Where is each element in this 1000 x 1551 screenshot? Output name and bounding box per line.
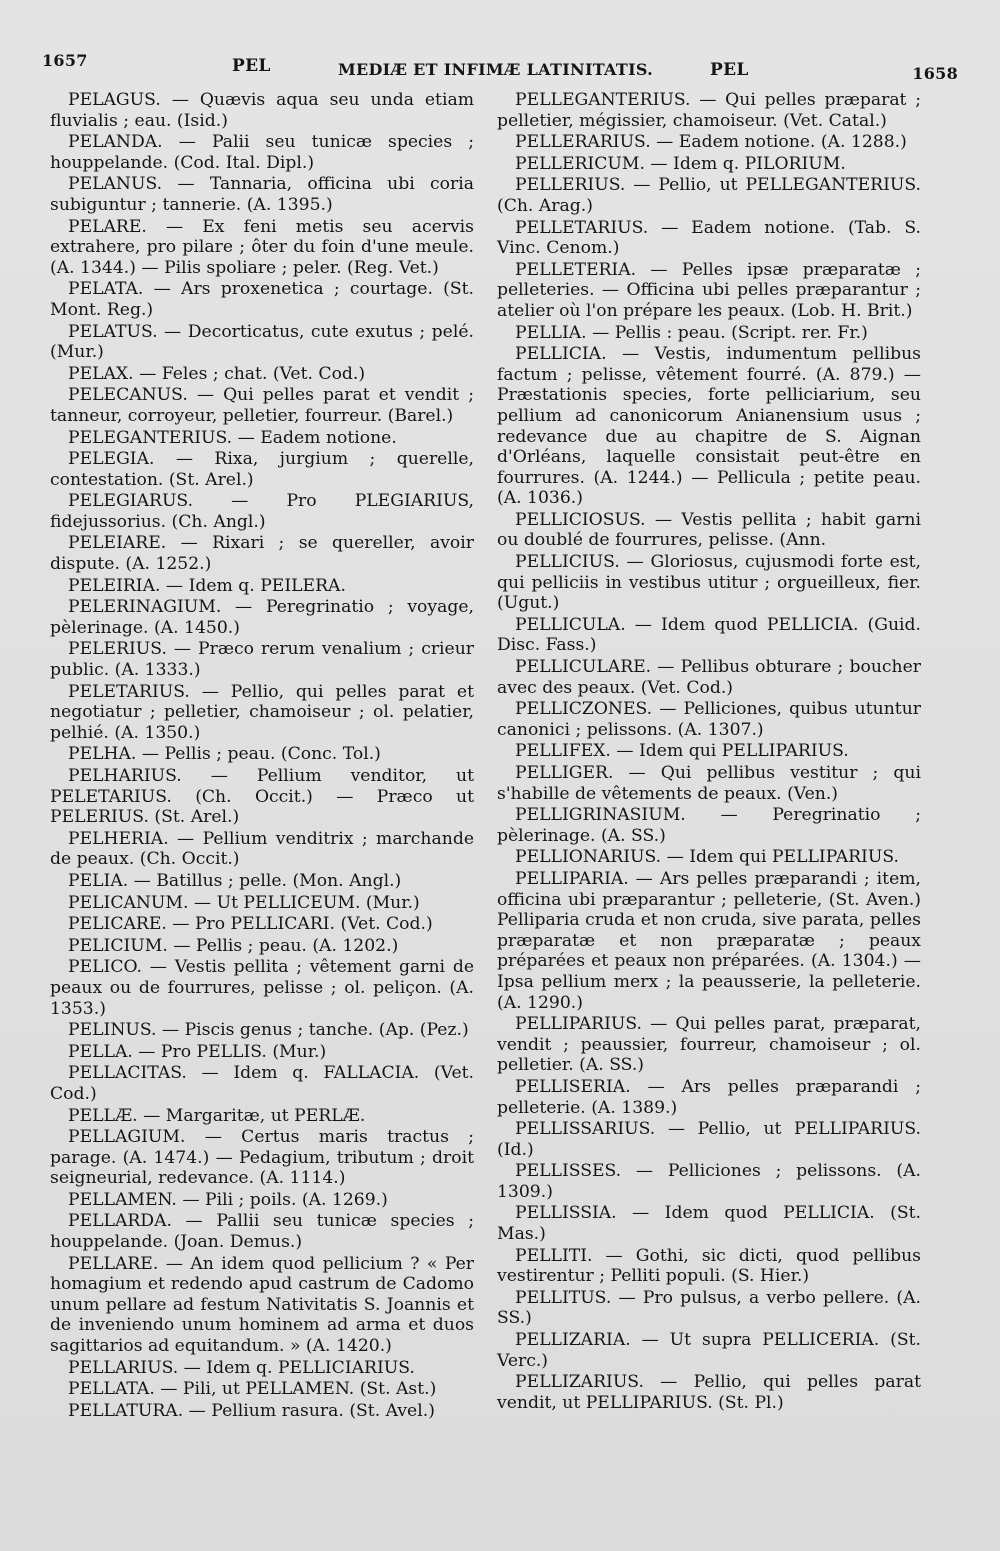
entry: PELICO. — Vestis pellita ; vêtement garni de peaux ou de fourrures, pelisse ; ol. peliçon. (A. 1353.) xyxy=(50,957,474,1019)
entry: PELLISERIA. — Ars pelles præparandi ; pelleterie. (A. 1389.) xyxy=(497,1076,921,1118)
entry: PELLATURA. — Pellium rasura. (St. Avel.) xyxy=(68,1400,435,1421)
entry: PELLISSES. — Pelliciones ; pelissons. (A. 1309.) xyxy=(497,1161,921,1202)
right-page-number: 1658 xyxy=(912,64,958,83)
right-column xyxy=(497,90,921,1414)
entry: PELERINAGIUM. — Peregrinatio ; voyage, pèlerinage. (A. 1450.) xyxy=(50,597,474,638)
entry: PELLETARIUS. — Eadem notione. (Tab. S. Vinc. Cenom.) xyxy=(497,217,921,259)
entry: PELLIFEX. — Idem qui PELLIPARIUS. xyxy=(515,741,849,762)
entry: PELEIARE. — Rixari ; se quereller, avoir dispute. (A. 1252.) xyxy=(50,533,474,575)
entry: PELIA. — Batillus ; pelle. (Mon. Angl.) xyxy=(68,870,402,891)
entry: PELANUS. — Tannaria, officina ubi coria subiguntur ; tannerie. (A. 1395.) xyxy=(50,174,474,215)
entry: PELICANUM. — Ut PELLICEUM. (Mur.) xyxy=(68,892,420,913)
entry: PELLETERIA. — Pelles ipsæ præparatæ ; pelleteries. — Officina ubi pelles præparantur ; atelier où l'on prépare les peaux. (Lob. H. Brit.) xyxy=(497,259,921,321)
entry: PELLIZARIUS. — Pellio, qui pelles parat vendit, ut PELLIPARIUS. (St. Pl.) xyxy=(497,1372,921,1413)
entry: PELLAGIUM. — Certus maris tractus ; parage. (A. 1474.) — Pedagium, tributum ; droit seigneurial, redevance. (A. 1114.) xyxy=(50,1127,474,1189)
entry: PELLIGRINASIUM. — Peregrinatio ; pèlerinage. (A. SS.) xyxy=(497,805,921,846)
page-header xyxy=(42,46,958,86)
entry: PELLERICUM. — Idem q. PILORIUM. xyxy=(515,153,846,174)
entry: PELATA. — Ars proxenetica ; courtage. (St. Mont. Reg.) xyxy=(50,279,474,320)
entry: PELARE. — Ex feni metis seu acervis extrahere, pro pilare ; ôter du foin d'une meule. (A. 1344.) — Pilis spoliare ; peler. (Reg. Vet.) xyxy=(50,216,474,278)
entry: PELLICULA. — Idem quod PELLICIA. (Guid. Disc. Fass.) xyxy=(497,614,921,656)
entry: PELLICIA. — Vestis, indumentum pellibus factum ; pelisse, vêtement fourré. (A. 879.) — Præstationis species, forte pelliciarium, seu pellium ad canonicorum Anianensium usus ; redevance due au chapitre de S. Aignan d'Orléans, laquelle consistait peut-être en fourrures. (A. 1244.) — Pellicula ; petite peau. (A. 1036.) xyxy=(497,344,921,509)
entry: PELICARE. — Pro PELLICARI. (Vet. Cod.) xyxy=(68,914,433,935)
entry: PELEGANTERIUS. — Eadem notione. xyxy=(68,427,397,448)
entry: PELETARIUS. — Pellio, qui pelles parat et negotiatur ; pelletier, chamoiseur ; ol. pelatier, pelhié. (A. 1350.) xyxy=(50,681,474,743)
entry: PELLIPARIUS. — Qui pelles parat, præparat, vendit ; peaussier, fourreur, chamoiseur ; ol. pelletier. (A. SS.) xyxy=(497,1014,921,1076)
left-column xyxy=(50,90,474,1422)
entry: PELLICZONES. — Pelliciones, quibus utuntur canonici ; pelissons. (A. 1307.) xyxy=(497,699,921,740)
entry: PELLIA. — Pellis : peau. (Script. rer. Fr.) xyxy=(515,322,868,343)
entry: PELLÆ. — Margaritæ, ut PERLÆ. xyxy=(68,1105,366,1126)
entry: PELLIPARIA. — Ars pelles præparandi ; item, officina ubi præparantur ; pelleterie, (St. Aven.) Pelliparia cruda et non cruda, sive parata, pelles præparatæ et non præparatæ ; peaux préparées et peaux non préparées. (A. 1304.) — Ipsa pellium merx ; la peausserie, la pelleterie. (A. 1290.) xyxy=(497,868,921,1013)
entry: PELLACITAS. — Idem q. FALLACIA. (Vet. Cod.) xyxy=(50,1063,474,1104)
entry: PELHARIUS. — Pellium venditor, ut PELETARIUS. (Ch. Occit.) — Præco ut PELERIUS. (St. Arel.) xyxy=(50,766,474,828)
entry: PELAX. — Feles ; chat. (Vet. Cod.) xyxy=(68,363,366,384)
entry: PELEGIARUS. — Pro PLEGIARIUS, fidejussorius. (Ch. Angl.) xyxy=(50,491,474,532)
entry: PELLISSARIUS. — Pellio, ut PELLIPARIUS. (Id.) xyxy=(497,1119,921,1160)
entry: PELLARE. — An idem quod pellicium ? « Per homagium et redendo apud castrum de Cadomo unum pellare ad festum Nativitatis S. Joannis et de inveniendo unum hominem ad arma et duos sagittarios ad equitandum. » (A. 1420.) xyxy=(50,1253,474,1357)
entry: PELHA. — Pellis ; peau. (Conc. Tol.) xyxy=(68,744,381,765)
entry: PELLIONARIUS. — Idem qui PELLIPARIUS. xyxy=(515,847,899,868)
entry: PELLITUS. — Pro pulsus, a verbo pellere. (A. SS.) xyxy=(497,1287,921,1329)
entry: PELICIUM. — Pellis ; peau. (A. 1202.) xyxy=(68,935,399,956)
entry: PELHERIA. — Pellium venditrix ; marchande de peaux. (Ch. Occit.) xyxy=(50,828,474,870)
right-running-head: PEL xyxy=(710,60,749,80)
entry: PELLIZARIA. — Ut supra PELLICERIA. (St. Verc.) xyxy=(497,1330,921,1371)
entry: PELLERARIUS. — Eadem notione. (A. 1288.) xyxy=(515,132,907,153)
entry: PELINUS. — Piscis genus ; tanche. (Ap. (Pez.) xyxy=(68,1020,469,1041)
entry: PELLIGER. — Qui pellibus vestitur ; qui s'habille de vêtements de peaux. (Ven.) xyxy=(497,763,921,804)
entry: PELLERIUS. — Pellio, ut PELLEGANTERIUS. (Ch. Arag.) xyxy=(497,175,921,216)
entry: PELLITI. — Gothi, sic dicti, quod pellibus vestirentur ; Pelliti populi. (S. Hier.) xyxy=(497,1245,921,1287)
entry: PELLARDA. — Pallii seu tunicæ species ; houppelande. (Joan. Demus.) xyxy=(50,1211,474,1253)
entry: PELLEGANTERIUS. — Qui pelles præparat ; pelletier, mégissier, chamoiseur. (Vet. Catal.) xyxy=(497,90,921,131)
entry: PELLISSIA. — Idem quod PELLICIA. (St. Mas.) xyxy=(497,1203,921,1245)
entry: PELECANUS. — Qui pelles parat et vendit ; tanneur, corroyeur, pelletier, fourreur. (Barel.) xyxy=(50,385,474,426)
entry: PELANDA. — Palii seu tunicæ species ; houppelande. (Cod. Ital. Dipl.) xyxy=(50,132,474,173)
entry: PELEIRIA. — Idem q. PEILERA. xyxy=(68,575,346,596)
entry: PELATUS. — Decorticatus, cute exutus ; pelé. (Mur.) xyxy=(50,321,474,363)
entry: PELLICULARE. — Pellibus obturare ; boucher avec des peaux. (Vet. Cod.) xyxy=(497,657,921,698)
entry: PELAGUS. — Quævis aqua seu unda etiam fluvialis ; eau. (Isid.) xyxy=(50,90,474,131)
entry: PELLA. — Pro PELLIS. (Mur.) xyxy=(68,1041,327,1062)
entry: PELERIUS. — Præco rerum venalium ; crieur public. (A. 1333.) xyxy=(50,639,474,681)
entry: PELLICIOSUS. — Vestis pellita ; habit garni ou doublé de fourrures, pelisse. (Ann. xyxy=(497,509,921,551)
left-running-head: PEL xyxy=(232,56,271,76)
running-title: MEDIÆ ET INFIMÆ LATINITATIS. xyxy=(338,60,654,79)
entry: PELLARIUS. — Idem q. PELLICIARIUS. xyxy=(68,1357,415,1378)
left-page-number: 1657 xyxy=(42,51,88,70)
entry: PELLAMEN. — Pili ; poils. (A. 1269.) xyxy=(68,1189,388,1210)
entry: PELEGIA. — Rixa, jurgium ; querelle, contestation. (St. Arel.) xyxy=(50,449,474,490)
entry: PELLICIUS. — Gloriosus, cujusmodi forte est, qui pelliciis in vestibus utitur ; orgueilleux, fier. (Ugut.) xyxy=(497,552,921,614)
entry: PELLATA. — Pili, ut PELLAMEN. (St. Ast.) xyxy=(68,1379,437,1400)
